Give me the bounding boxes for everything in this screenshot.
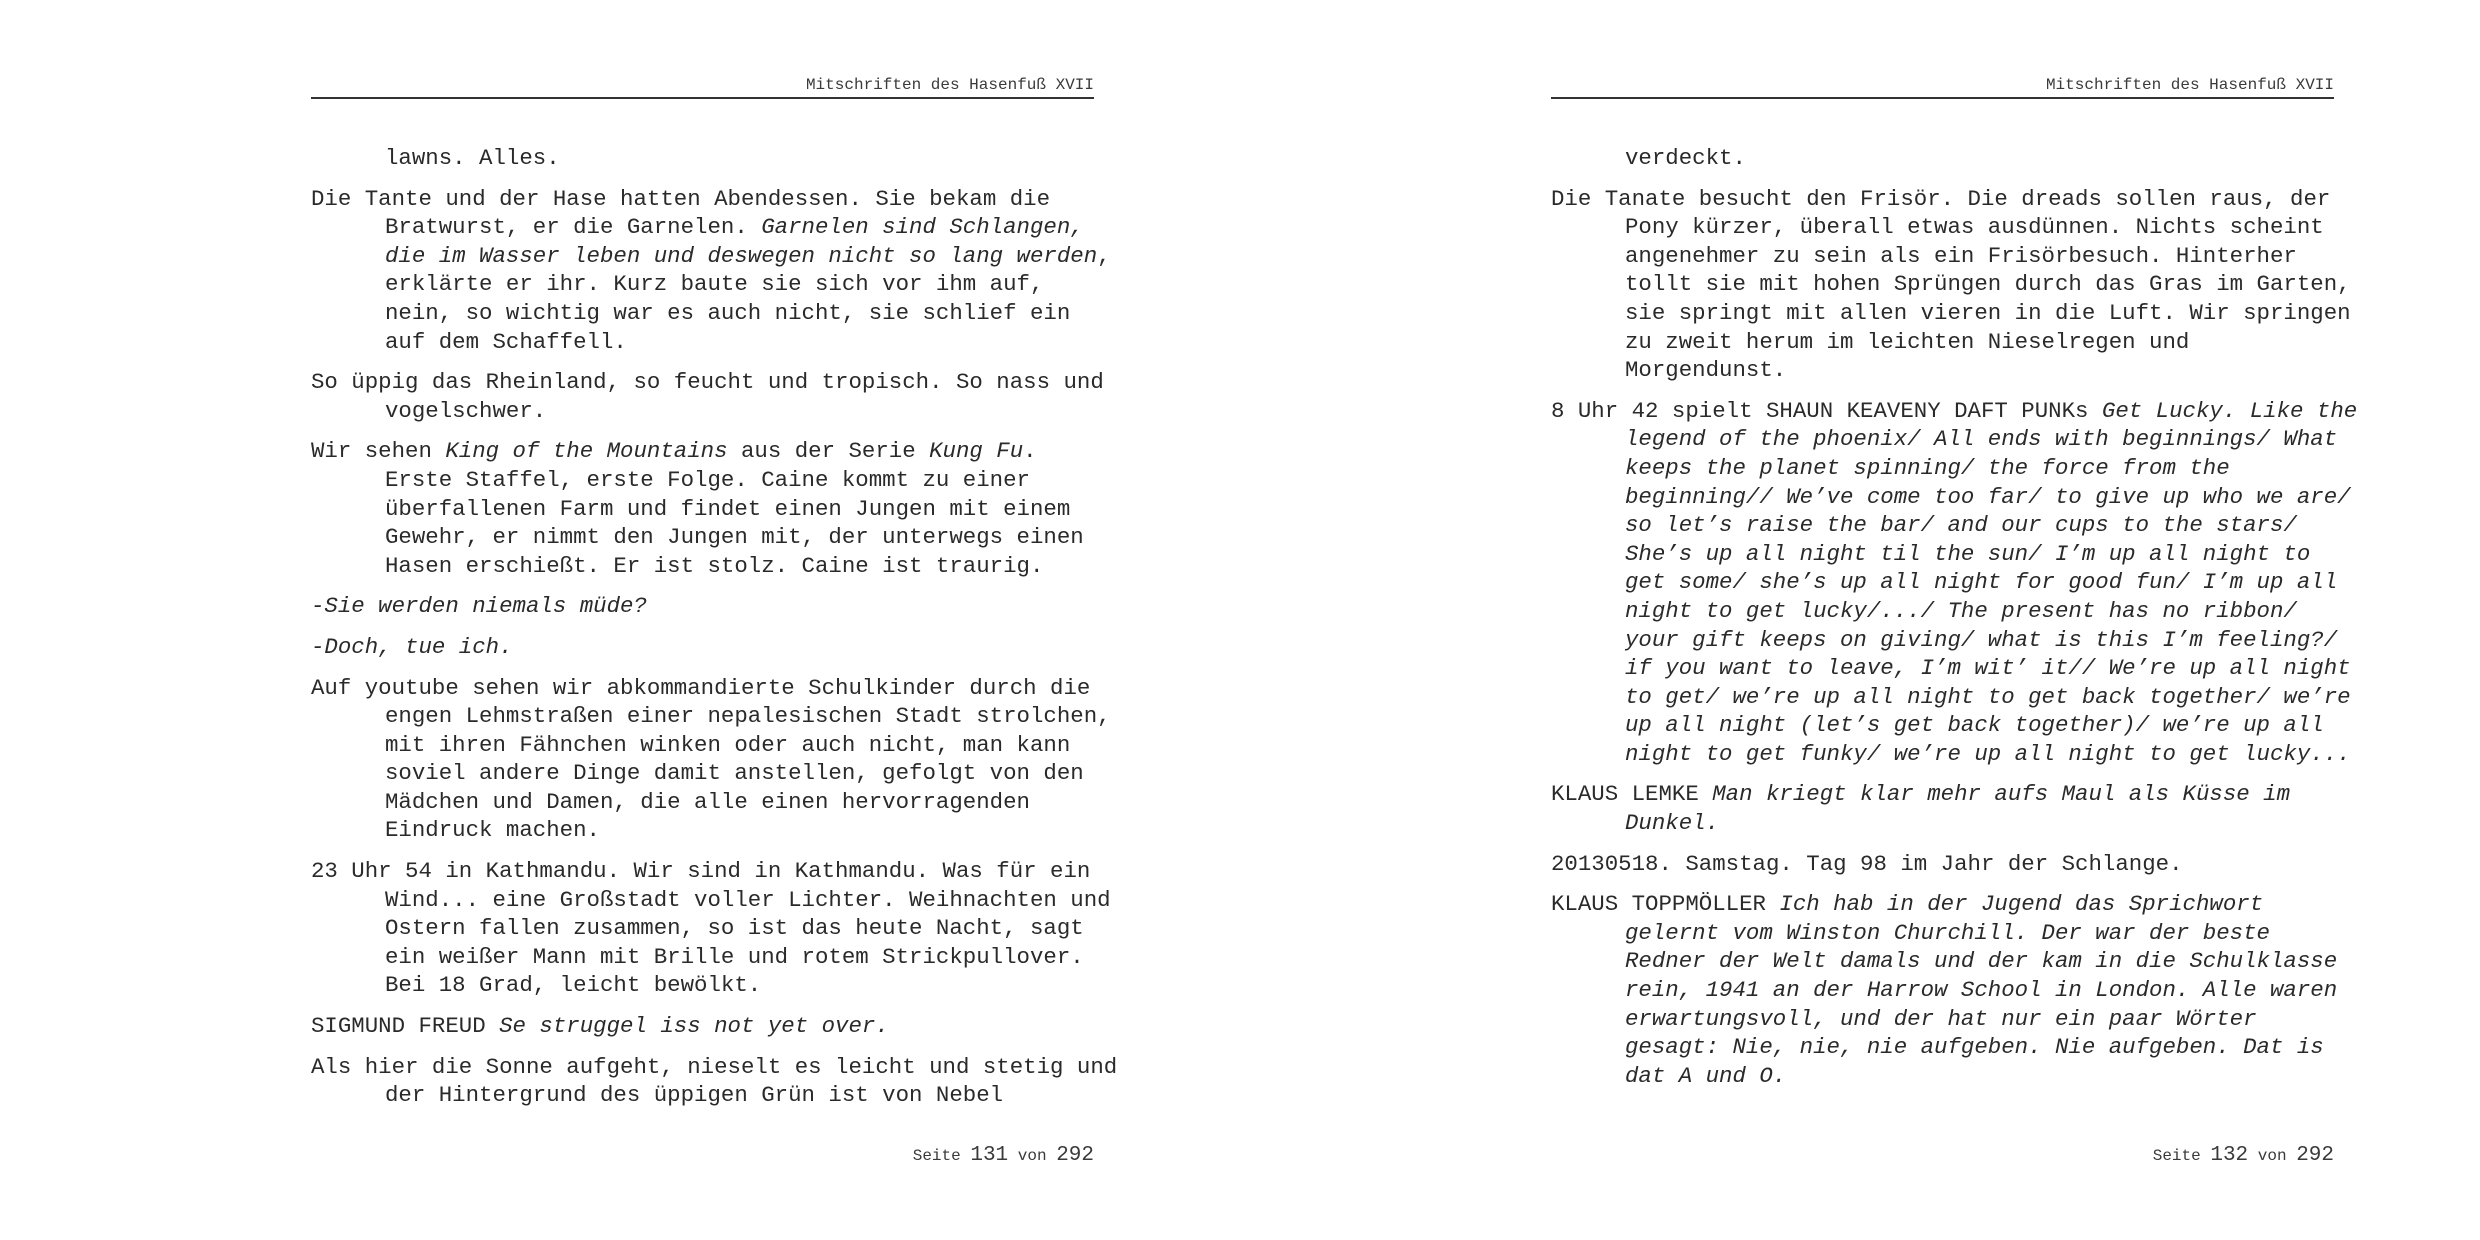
right-page <box>1240 0 2480 1240</box>
italic-text: Dunkel. <box>1625 810 1720 837</box>
paragraph <box>1551 144 2334 173</box>
text-line: ein weißer Mann mit Brille und rotem Strickpullover. <box>385 943 1084 970</box>
italic-text: get some/ she’s up all night for good fun/ I’m up all <box>1625 569 2338 596</box>
text-line: der Hintergrund des üppigen Grün ist von Nebel <box>385 1082 1004 1109</box>
text-line: überfallenen Farm und findet einen Jungen mit einem <box>385 495 1071 522</box>
italic-text: night to get funky/ we’re up all night to get lucky... <box>1625 740 2351 767</box>
italic-text: if you want to leave, I’m wit’ it// We’re up all night <box>1625 655 2351 682</box>
text-line: Gewehr, er nimmt den Jungen mit, der unterwegs einen <box>385 524 1084 551</box>
text-line: Die Tanate besucht den Frisör. Die dreads sollen raus, der <box>1551 185 2331 212</box>
paragraph <box>311 185 1111 357</box>
text-line: Bratwurst, er die Garnelen. <box>385 214 762 241</box>
text-line: vogelschwer. <box>385 397 547 424</box>
italic-text: so let’s raise the bar/ and our cups to the stars/ <box>1625 512 2297 539</box>
page-body <box>1551 144 2358 1102</box>
header-rule <box>311 97 1094 99</box>
text-line: verdeckt. <box>1625 145 1746 171</box>
italic-text: night to get lucky/.../ The present has no ribbon/ <box>1625 597 2297 624</box>
page-body <box>311 144 1118 1122</box>
paragraph <box>311 144 1094 173</box>
text-line: erklärte er ihr. Kurz baute sie sich vor ihm auf, <box>385 271 1044 298</box>
text-line: nein, so wichtig war es auch nicht, sie schlief ein <box>385 299 1071 326</box>
text-line: Auf youtube sehen wir abkommandierte Schulkinder durch die <box>311 674 1091 701</box>
header-rule <box>1551 97 2334 99</box>
italic-text: beginning// We’ve come too far/ to give up who we are/ <box>1625 483 2351 510</box>
text-line: Hasen erschießt. Er ist stolz. Caine ist traurig. <box>385 552 1044 579</box>
page-footer <box>311 1144 1094 1174</box>
text-line: soviel andere Dinge damit anstellen, gefolgt von den <box>385 760 1084 787</box>
paragraph <box>311 633 1094 662</box>
page-number: 131 <box>970 1144 1009 1167</box>
paragraph <box>311 1053 1118 1110</box>
text-line: . <box>1023 438 1037 465</box>
text-line: Die Tante und der Hase hatten Abendessen. Sie bekam die <box>311 185 1051 212</box>
italic-text: Se struggel iss not yet over. <box>499 1013 889 1040</box>
paragraph <box>1551 850 2334 879</box>
page-label: Seite <box>2152 1147 2201 1165</box>
italic-text: Ich hab in der Jugend das Sprichwort <box>1779 891 2264 918</box>
text-line: Mädchen und Damen, die alle einen hervorragenden <box>385 788 1030 815</box>
running-header: Mitschriften des Hasenfuß XVII <box>805 76 1094 94</box>
page-number: 132 <box>2210 1144 2249 1167</box>
italic-text: erwartungsvoll, und der hat nur ein paar Wörter <box>1625 1005 2257 1032</box>
text-line: angenehmer zu sein als ein Frisörbesuch. Hinterher <box>1625 242 2297 269</box>
speaker-name: SIGMUND FREUD <box>311 1013 500 1040</box>
italic-text: gelernt vom Winston Churchill. Der war der beste <box>1625 919 2270 946</box>
italic-text: to get/ we’re up all night to get back together/ we’re <box>1625 683 2351 710</box>
italic-text: -Sie werden niemals müde? <box>311 593 647 620</box>
italic-text: your gift keeps on giving/ what is this I’m feeling?/ <box>1625 626 2338 653</box>
text-line: engen Lehmstraßen einer nepalesischen Stadt strolchen, <box>385 703 1111 730</box>
text-line: Erste Staffel, erste Folge. Caine kommt zu einer <box>385 466 1030 493</box>
page-label: Seite <box>912 1147 961 1165</box>
paragraph <box>311 368 1104 425</box>
page-footer <box>1551 1144 2334 1174</box>
italic-text: die im Wasser leben und deswegen nicht so lang werden <box>385 242 1098 269</box>
paragraph <box>311 857 1111 1000</box>
page-total: 292 <box>2296 1144 2334 1167</box>
italic-text: legend of the phoenix/ All ends with beginnings/ What <box>1625 426 2338 453</box>
speaker-name: KLAUS LEMKE <box>1551 781 1713 808</box>
text-line: mit ihren Fähnchen winken oder auch nicht, man kann <box>385 731 1071 758</box>
page-total: 292 <box>1056 1144 1094 1167</box>
text-line: , <box>1097 242 1111 269</box>
page-of-label: von <box>1017 1147 1047 1165</box>
italic-text: Redner der Welt damals und der kam in die Schulklasse <box>1625 948 2338 975</box>
text-line: tollt sie mit hohen Sprüngen durch das Gras im Garten, <box>1625 271 2351 298</box>
paragraph <box>1551 397 2358 769</box>
paragraph <box>311 674 1111 846</box>
italic-text: dat A und O. <box>1625 1062 1787 1089</box>
text-line: zu zweit herum im leichten Nieselregen und <box>1625 328 2190 355</box>
page-of-label: von <box>2257 1147 2287 1165</box>
text-line: 8 Uhr 42 spielt SHAUN KEAVENY DAFT PUNKs <box>1551 397 2102 424</box>
text-line: Wind... eine Großstadt voller Lichter. Weihnachten und <box>385 886 1111 913</box>
text-line: aus der Serie <box>727 438 930 465</box>
italic-text: Get Lucky. Like the <box>2101 397 2358 424</box>
text-line: Ostern fallen zusammen, so ist das heute Nacht, sagt <box>385 915 1084 942</box>
text-line: Wir sehen <box>311 438 446 465</box>
text-line: Pony kürzer, überall etwas ausdünnen. Nichts scheint <box>1625 214 2324 241</box>
text-line: lawns. Alles. <box>385 145 560 171</box>
running-header: Mitschriften des Hasenfuß XVII <box>2045 76 2334 94</box>
italic-text: -Doch, tue ich. <box>311 633 513 660</box>
paragraph <box>1551 890 2338 1090</box>
text-line: 23 Uhr 54 in Kathmandu. Wir sind in Kathmandu. Was für ein <box>311 858 1091 885</box>
text-line: auf dem Schaffell. <box>385 328 627 355</box>
italic-text: Kung Fu <box>929 438 1024 465</box>
text-line: Als hier die Sonne aufgeht, nieselt es leicht und stetig und <box>311 1053 1118 1080</box>
text-line: sie springt mit allen vieren in die Luft. Wir springen <box>1625 299 2351 326</box>
italic-text: She’s up all night til the sun/ I’m up all night to <box>1625 540 2311 567</box>
paragraph <box>311 1012 1094 1041</box>
italic-text: gesagt: Nie, nie, nie aufgeben. Nie aufgeben. Dat is <box>1625 1034 2324 1061</box>
text-line: 20130518. Samstag. Tag 98 im Jahr der Schlange. <box>1551 850 2183 877</box>
italic-text: Garnelen sind Schlangen, <box>761 214 1084 241</box>
italic-text: King of the Mountains <box>445 438 728 465</box>
paragraph <box>311 437 1094 580</box>
italic-text: Man kriegt klar mehr aufs Maul als Küsse im <box>1712 781 2291 808</box>
paragraph <box>311 592 1094 621</box>
text-line: So üppig das Rheinland, so feucht und tropisch. So nass und <box>311 369 1104 396</box>
italic-text: rein, 1941 an der Harrow School in London. Alle waren <box>1625 977 2338 1004</box>
italic-text: keeps the planet spinning/ the force from the <box>1625 454 2230 481</box>
speaker-name: KLAUS TOPPMÖLLER <box>1551 891 1780 918</box>
text-line: Eindruck machen. <box>385 817 600 844</box>
paragraph <box>1551 780 2334 837</box>
paragraph <box>1551 185 2351 385</box>
text-line: Bei 18 Grad, leicht bewölkt. <box>385 972 762 999</box>
italic-text: up all night (let’s get back together)/ we’re up all <box>1625 712 2324 739</box>
text-line: Morgendunst. <box>1625 357 1787 384</box>
